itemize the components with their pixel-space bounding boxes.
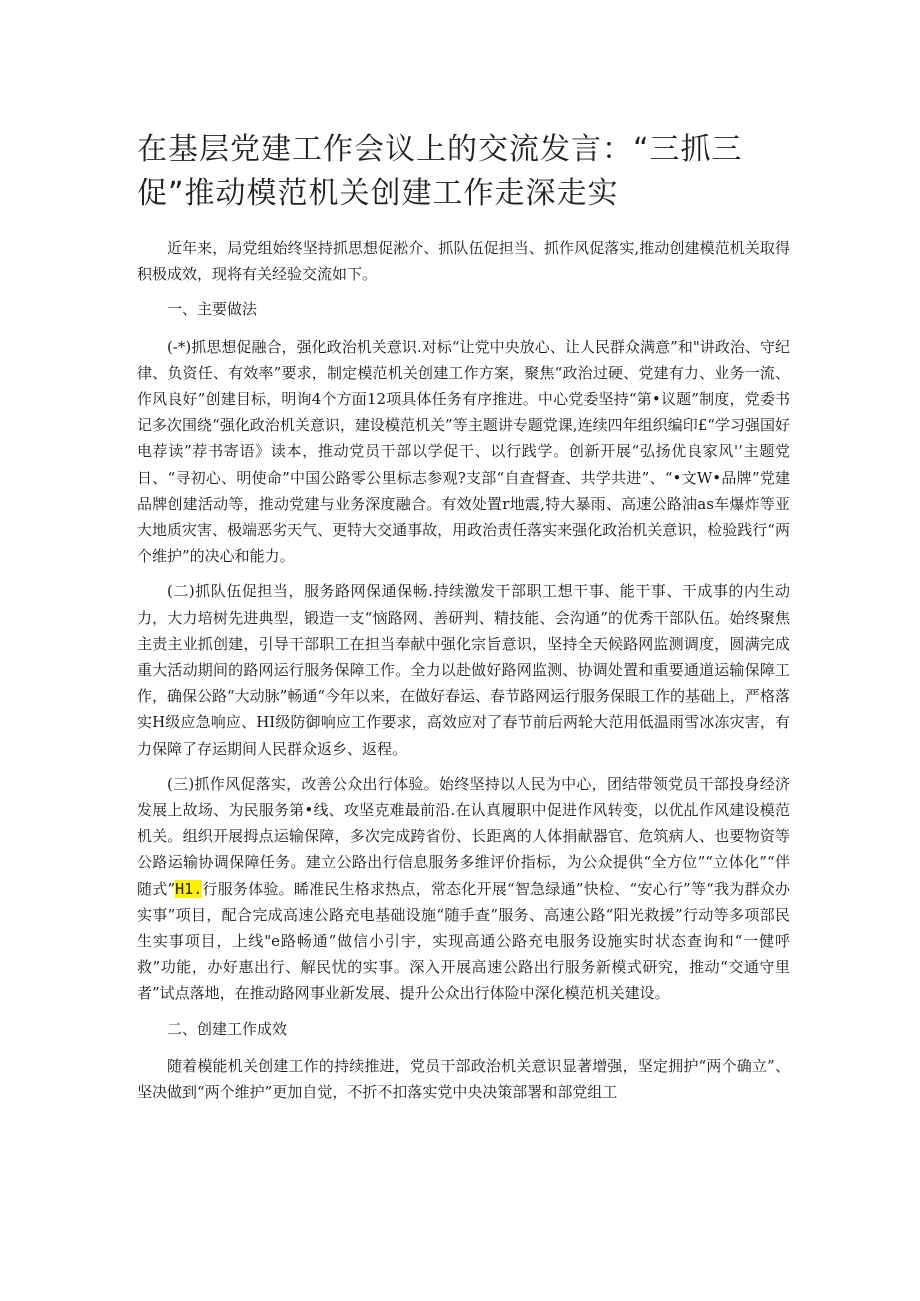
document-title: 在基层党建工作会议上的交流发言：“三抓三促”推动模范机关创建工作走深走实 bbox=[137, 132, 743, 211]
section-heading-main-practices: 一、主要做法 bbox=[167, 300, 258, 319]
paragraph-text-part: (三)抓作风促落实，改善公众出行体验。始终坚持以人民为中心，团结带领党员干部投身经济发展上故场、为民服务第•线、攻坚克难最前沿.在认真履职中促进作风转变，以优乩作风建设模范机关。组织开展拇点运输保障，多次完成跨省份、长距离的人体捐献器官、危筑病人、也要物资等公路运输协调保障任务。建立公路出行信息服务多维评价指标，为公众提供“全方位”“立体化”“伴随式” bbox=[137, 774, 790, 898]
highlighted-text: H1. bbox=[175, 879, 203, 898]
section-heading-results: 二、创建工作成效 bbox=[167, 1019, 288, 1038]
paragraph-work-style bbox=[137, 771, 790, 1007]
paragraph-text-part: 行服务体验。睎准民生格求热点，常态化开展“智急绿通”快检、“安心行”等“我为群众办实事”项目，配合完成高速公路充电基础设施“随手查”服务、高速公路“阳光救援”行动等多项部民生实事项目，上线"e路畅通”做信小引宇，实现高通公路充电服务设施实时状态查询和“一健呼救”功能，办好惠出行、解民忧的实事。深入开展高速公路出行服务新模式研究，推动“交通守里者”试点落地，在推动路网事业新发展、提升公众出行体险中深化模范机关建设。 bbox=[137, 879, 790, 1003]
paragraph-results: 随着模能机关创建工作的持续推进，党员干部政治机关意识显著增强，坚定拥护“两个确立”、坚决做到“两个维护”更加自觉，不折不扣落实党中央决策部署和部党组工 bbox=[137, 1056, 790, 1102]
document-body bbox=[137, 235, 790, 1114]
paragraph-team-building: (二)抓队伍促担当，服务路网保通保畅.持续激发干部职工想干事、能干事、干成事的内生动力，大力培树先进典型，锻造一支“恼路网、善研判、精技能、会沟通”的优秀干部队伍。始终聚焦主责主业抓创建，引导干部职工在担当奉献中强化宗旨意识，坚持全天候路网监测调度，圆满完成重大活动期间的路网运行服务保障工作。全力以赴做好路网监测、协调处置和重要通道运输保障工作，确保公路“大动脉”畅通“今年以来，在做好春运、春节路网运行服务保眼工作的基础上，严格落实H级应急响应、HI级防御响应工作要求，高效应对了春节前后两轮大范用低温雨雪冰冻灾害，有力保障了存运期间人民群众返乡、返程。 bbox=[137, 582, 791, 758]
paragraph-political-awareness: (-*)抓思想促融合，强化政治机关意识.对标“让党中央放心、让人民群众满意”和"讲政治、守纪律、负资任、有效率”要求，制定模范机关创建工作方案，聚焦“政治过硬、党建有力、业务一流、作风良好”创建目标，明询4个方面12项具体任务有序推进。中心党委坚持“第•议题”制度，党委书记多次围绕“强化政治机关意识，建设模范机关”等主题讲专题党课,连续四年组织编印£“学习强国好电荐读”荐书寄语》读本，推动党员干部以学促干、以行践学。创新开展“弘扬优良家风'’主题党日、“寻初心、明使命”中国公路零公里标志参观?支部“自查督查、共学共进”、“•文W•品牌”党建品牌创建活动等，推动党建与业务深度融合。有效处置r地震,特大暴雨、高速公路油as车爆炸等亚大地质灾害、极端恶劣天气、更特大交通事故，用政治责任落实来强化政治机关意识，检验践行“两个维护”的决心和能力。 bbox=[137, 337, 790, 566]
intro-paragraph: 近年来，局党组始终坚持抓思想促淞介、抓队伍促担当、抓作风促落实,推动创建模范机关取得积极成效，现将有关经验交流如下。 bbox=[137, 239, 790, 284]
